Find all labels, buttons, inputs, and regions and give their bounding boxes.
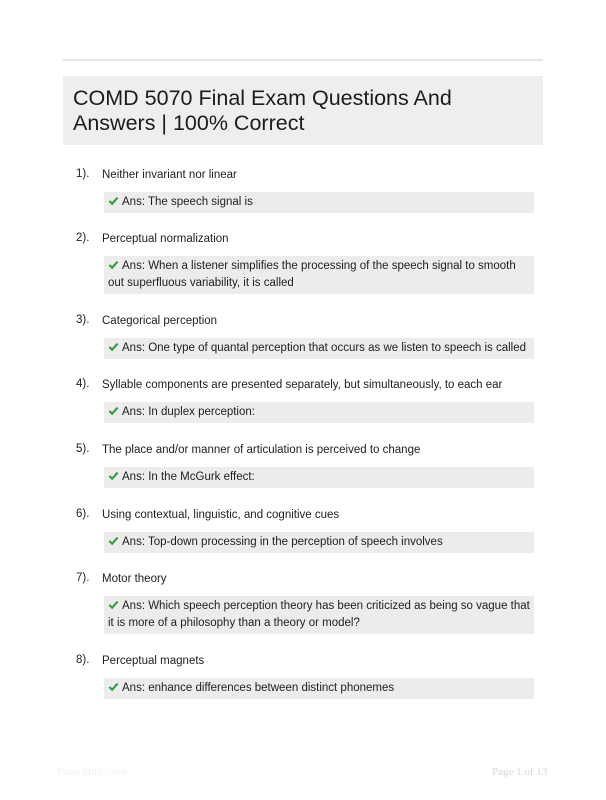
question-text: Syllable components are presented separately, but simultaneously, to each ear	[102, 379, 503, 391]
qa-item-7	[63, 568, 543, 634]
qa-item-1	[63, 164, 543, 213]
answer-box	[104, 338, 534, 359]
check-icon	[108, 341, 119, 352]
answer-text: Ans: In the McGurk effect:	[122, 471, 255, 483]
answer-text: Ans: When a listener simplifies the processing of the speech signal to smooth out superfluous variability, it is called	[108, 260, 516, 289]
title-banner	[63, 76, 543, 145]
check-icon	[108, 259, 119, 270]
question-number: 3).	[76, 314, 90, 326]
answer-text: Ans: The speech signal is	[122, 196, 253, 208]
qa-item-6	[63, 504, 543, 553]
check-icon	[108, 681, 119, 692]
check-icon	[108, 535, 119, 546]
question-text: Categorical perception	[102, 315, 218, 327]
question-number: 7).	[76, 572, 90, 584]
question-text: The place and/or manner of articulation is perceived to change	[102, 444, 421, 456]
answer-box	[104, 467, 534, 488]
qa-item-5	[63, 439, 543, 488]
answer-text: Ans: In duplex perception:	[122, 406, 255, 418]
answer-box	[104, 596, 534, 634]
document-title: COMD 5070 Final Exam Questions And Answers | 100% Correct	[73, 86, 452, 135]
question-text: Perceptual normalization	[102, 233, 229, 245]
qa-item-8	[63, 650, 543, 699]
question-number: 2).	[76, 232, 90, 244]
top-divider	[63, 59, 543, 61]
answer-box	[104, 532, 534, 553]
question-number: 5).	[76, 443, 90, 455]
qa-item-3	[63, 310, 543, 359]
answer-text: Ans: Which speech perception theory has been criticized as being so vague that it is more of a philosophy than a theory or model?	[108, 600, 530, 629]
answer-text: Ans: One type of quantal perception that occurs as we listen to speech is called	[122, 342, 527, 354]
question-text: Using contextual, linguistic, and cognitive cues	[102, 509, 340, 521]
answer-text: Ans: enhance differences between distinct phonemes	[122, 682, 395, 694]
answer-box	[104, 402, 534, 423]
check-icon	[108, 405, 119, 416]
question-number: 1).	[76, 168, 90, 180]
qa-list	[63, 164, 543, 699]
qa-item-4	[63, 374, 543, 423]
answer-box	[104, 256, 534, 294]
question-text: Perceptual magnets	[102, 655, 205, 667]
check-icon	[108, 195, 119, 206]
footer-watermark: PaperStitic.com	[57, 766, 127, 778]
question-text: Neither invariant nor linear	[102, 169, 237, 181]
check-icon	[108, 470, 119, 481]
qa-item-2	[63, 228, 543, 294]
question-number: 8).	[76, 654, 90, 666]
question-number: 6).	[76, 508, 90, 520]
question-text: Motor theory	[102, 573, 167, 585]
question-number: 4).	[76, 378, 90, 390]
answer-box	[104, 678, 534, 699]
page-number: Page 1 of 13	[492, 766, 548, 778]
check-icon	[108, 599, 119, 610]
answer-text: Ans: Top-down processing in the perception of speech involves	[122, 536, 443, 548]
answer-box	[104, 192, 534, 213]
